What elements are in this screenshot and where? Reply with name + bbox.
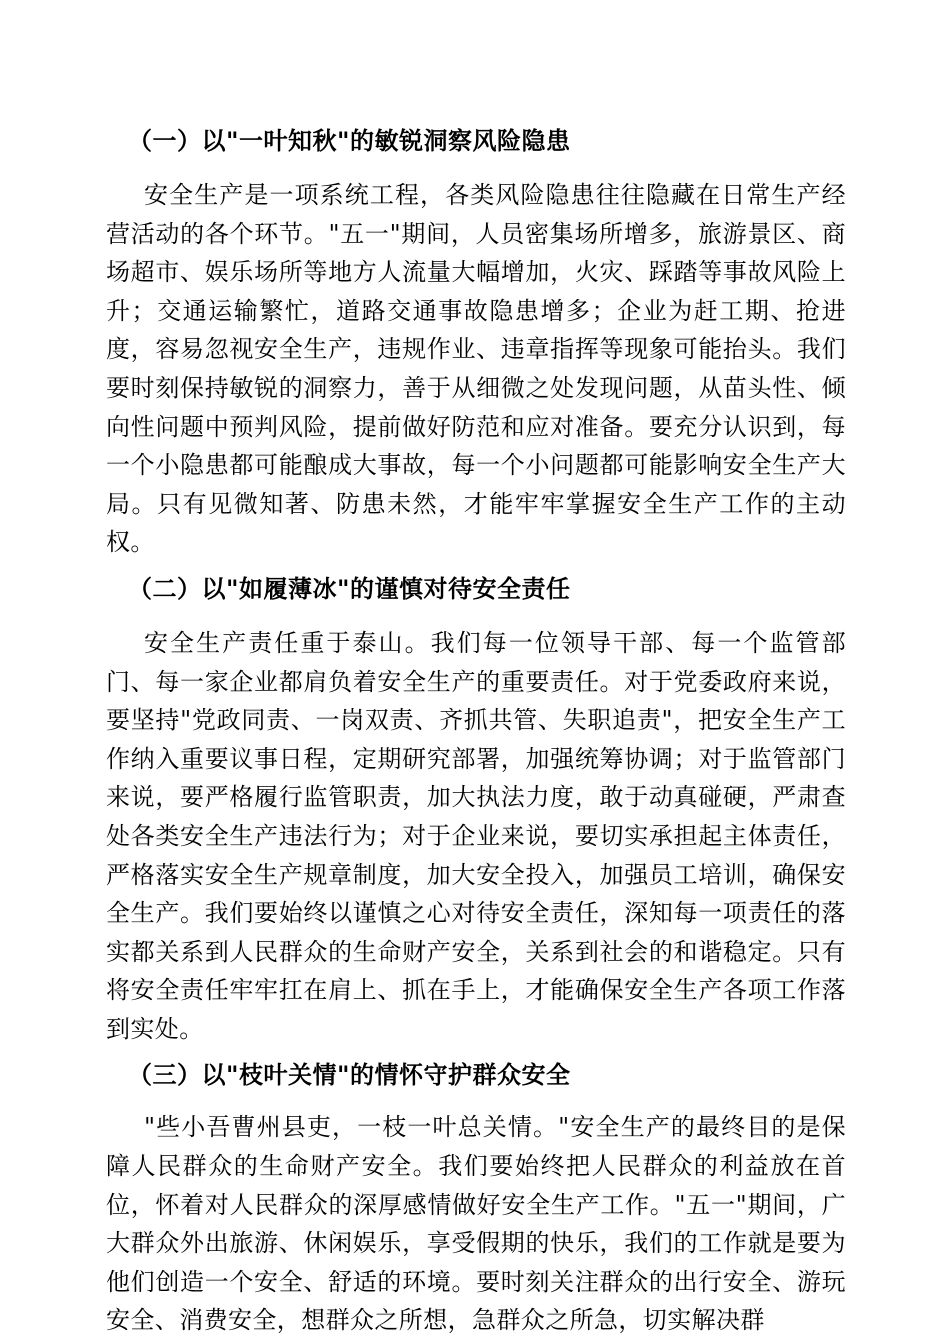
document-page	[106, 112, 846, 1340]
section-1-heading: （一）以"一叶知秋"的敏锐洞察风险隐患	[128, 127, 571, 155]
section-2-paragraph: 安全生产责任重于泰山。我们每一位领导干部、每一个监管部门、每一家企业都肩负着安全生产的重要责任。对于党委政府来说，要坚持"党政同责、一岗双责、齐抓共管、失职追责"，把安全生产工作纳入重要议事日程，定期研究部署，加强统筹协调；对于监管部门来说，要严格履行监管职责，加大执法力度，敢于动真碰硬，严肃查处各类安全生产违法行为；对于企业来说，要切实承担起主体责任，严格落实安全生产规章制度，加大安全投入，加强员工培训，确保安全生产。我们要始终以谨慎之心对待安全责任，深知每一项责任的落实都关系到人民群众的生命财产安全，关系到社会的和谐稳定。只有将安全责任牢牢扛在肩上、抓在手上，才能确保安全生产各项工作落到实处。	[106, 628, 846, 1043]
section-3-heading: （三）以"枝叶关情"的情怀守护群众安全	[128, 1061, 571, 1090]
section-3-paragraph: "些小吾曹州县吏，一枝一叶总关情。"安全生产的最终目的是保障人民群众的生命财产安全。我们要始终把人民群众的利益放在首位，怀着对人民群众的深厚感情做好安全生产工作。"五一"期间，广大群众外出旅游、休闲娱乐，享受假期的快乐，我们的工作就是要为他们创造一个安全、舒适的环境。要时刻关注群众的出行安全、游玩安全、消费安全，想群众之所想，急群众之所急，切实解决群	[106, 1113, 846, 1335]
section-2-heading: （二）以"如履薄冰"的谨慎对待安全责任	[128, 574, 571, 603]
section-1-paragraph: 安全生产是一项系统工程，各类风险隐患往往隐藏在日常生产经营活动的各个环节。"五一"期间，人员密集场所增多，旅游景区、商场超市、娱乐场所等地方人流量大幅增加，火灾、踩踏等事故风险上升；交通运输繁忙，道路交通事故隐患增多；企业为赶工期、抢进度，容易忽视安全生产，违规作业、违章指挥等现象可能抬头。我们要时刻保持敏锐的洞察力，善于从细微之处发现问题，从苗头性、倾向性问题中预判风险，提前做好防范和应对准备。要充分认识到，每一个小隐患都可能酿成大事故，每一个小问题都可能影响安全生产大局。只有见微知著、防患未然，才能牢牢掌握安全生产工作的主动权。	[106, 181, 846, 557]
